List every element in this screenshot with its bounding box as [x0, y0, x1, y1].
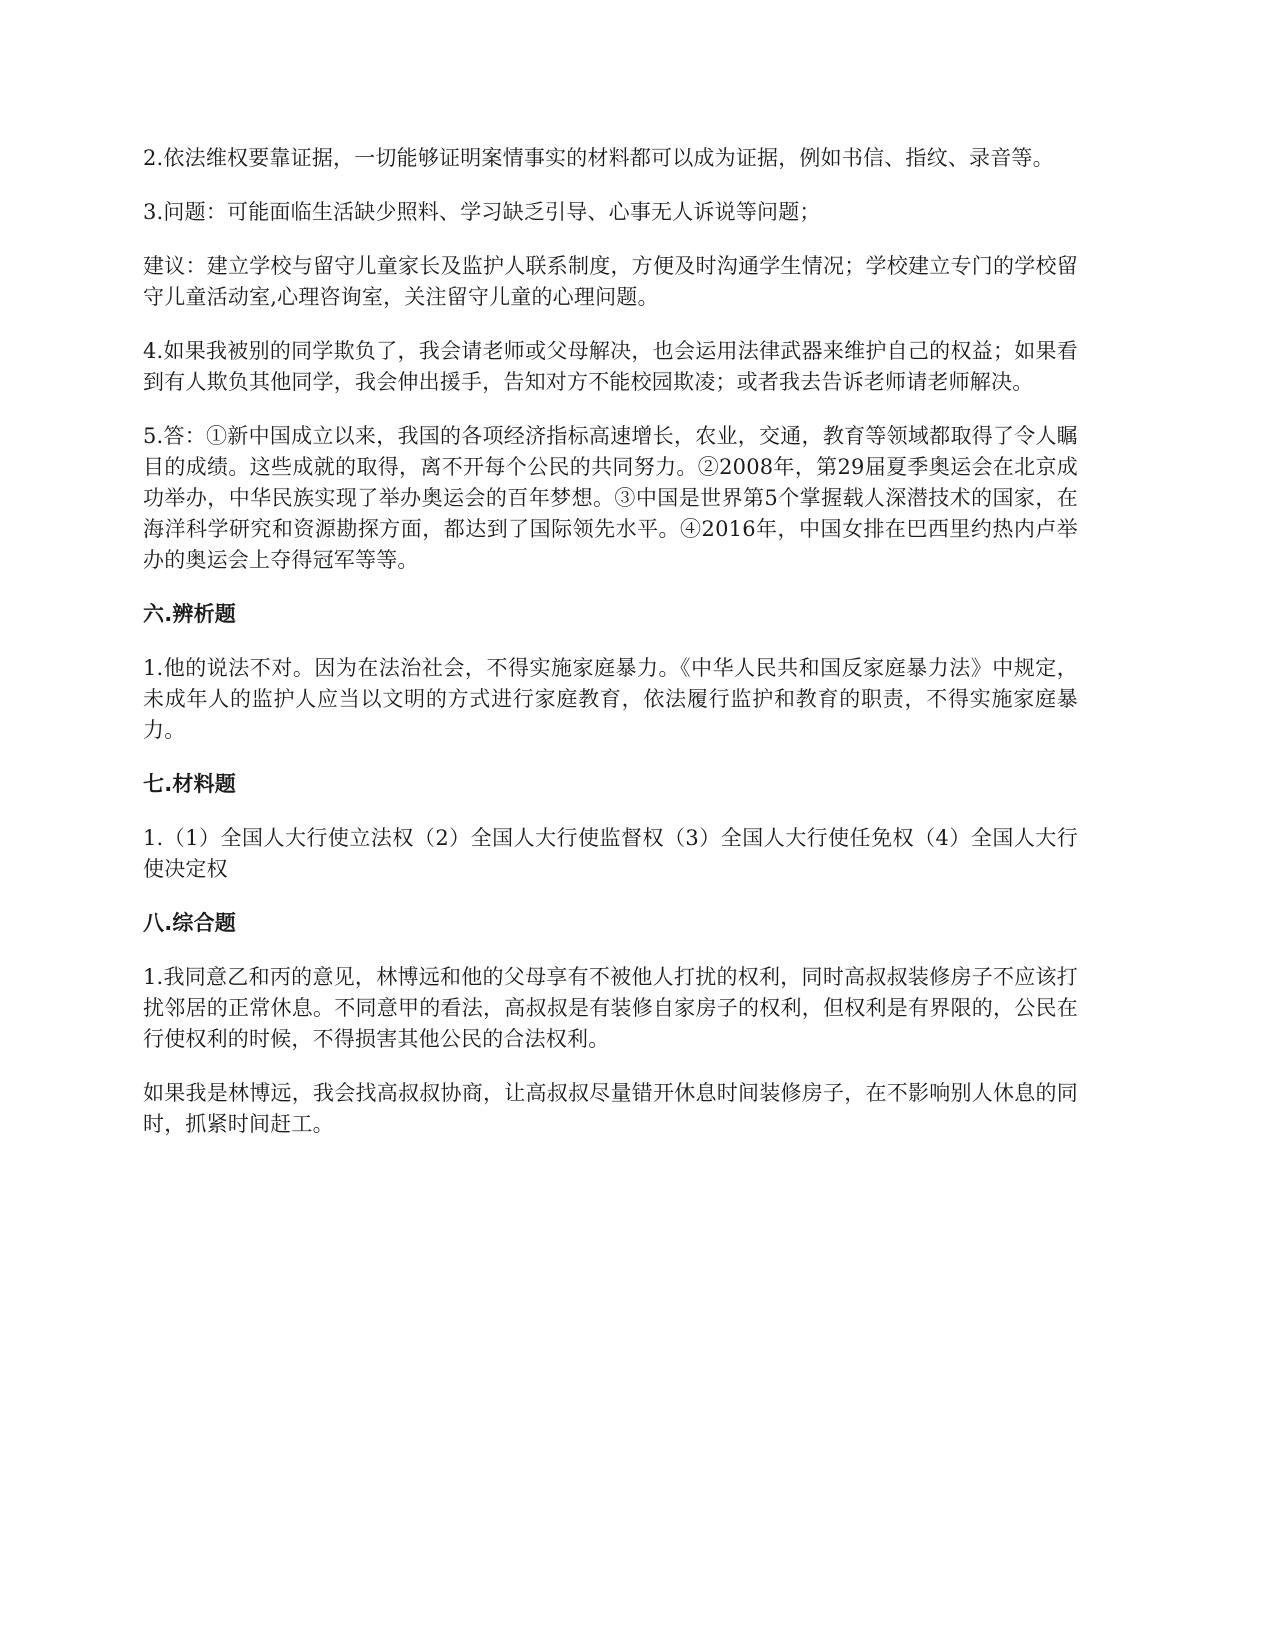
answer-paragraph-4: 4.如果我被别的同学欺负了，我会请老师或父母解决，也会运用法律武器来维护自己的权益；如果看到有人欺负其他同学，我会伸出援手，告知对方不能校园欺凌；或者我去告诉老师请老师解决。: [143, 339, 1078, 394]
comprehensive-answer-2: 如果我是林博远，我会找高叔叔协商，让高叔叔尽量错开休息时间装修房子，在不影响别人休息的同时，抓紧时间赶工。: [143, 1081, 1078, 1136]
answer-paragraph-2: 2.依法维权要靠证据，一切能够证明案情事实的材料都可以成为证据，例如书信、指纹、录音等。: [143, 146, 1054, 170]
document-page: [143, 143, 1078, 1163]
answer-paragraph-3-problem: 3.问题：可能面临生活缺少照料、学习缺乏引导、心事无人诉说等问题；: [143, 200, 821, 224]
analysis-answer-1: 1.他的说法不对。因为在法治社会，不得实施家庭暴力。《中华人民共和国反家庭暴力法》中规定，未成年人的监护人应当以文明的方式进行家庭教育，依法履行监护和教育的职责，不得实施家庭暴力。: [143, 656, 1078, 742]
section-heading-comprehensive: 八.综合题: [143, 911, 236, 935]
section-heading-analysis: 六.辨析题: [143, 602, 236, 626]
answer-paragraph-5: 5.答：①新中国成立以来，我国的各项经济指标高速增长，农业，交通，教育等领域都取得了令人瞩目的成绩。这些成就的取得，离不开每个公民的共同努力。②2008年，第29届夏季奥运会在北京成功举办，中华民族实现了举办奥运会的百年梦想。③中国是世界第5个掌握载人深潜技术的国家，在海洋科学研究和资源勘探方面，都达到了国际领先水平。④2016年，中国女排在巴西里约热内卢举办的奥运会上夺得冠军等等。: [143, 424, 1078, 572]
section-heading-material: 七.材料题: [143, 772, 236, 796]
material-answer-1: 1.（1）全国人大行使立法权（2）全国人大行使监督权（3）全国人大行使任免权（4）全国人大行使决定权: [143, 826, 1078, 881]
answer-paragraph-3-suggestion: 建议：建立学校与留守儿童家长及监护人联系制度，方便及时沟通学生情况；学校建立专门的学校留守儿童活动室,心理咨询室，关注留守儿童的心理问题。: [143, 254, 1078, 309]
comprehensive-answer-1: 1.我同意乙和丙的意见，林博远和他的父母享有不被他人打扰的权利，同时高叔叔装修房子不应该打扰邻居的正常休息。不同意甲的看法，高叔叔是有装修自家房子的权利，但权利是有界限的，公民在行使权利的时候，不得损害其他公民的合法权利。: [143, 965, 1078, 1051]
